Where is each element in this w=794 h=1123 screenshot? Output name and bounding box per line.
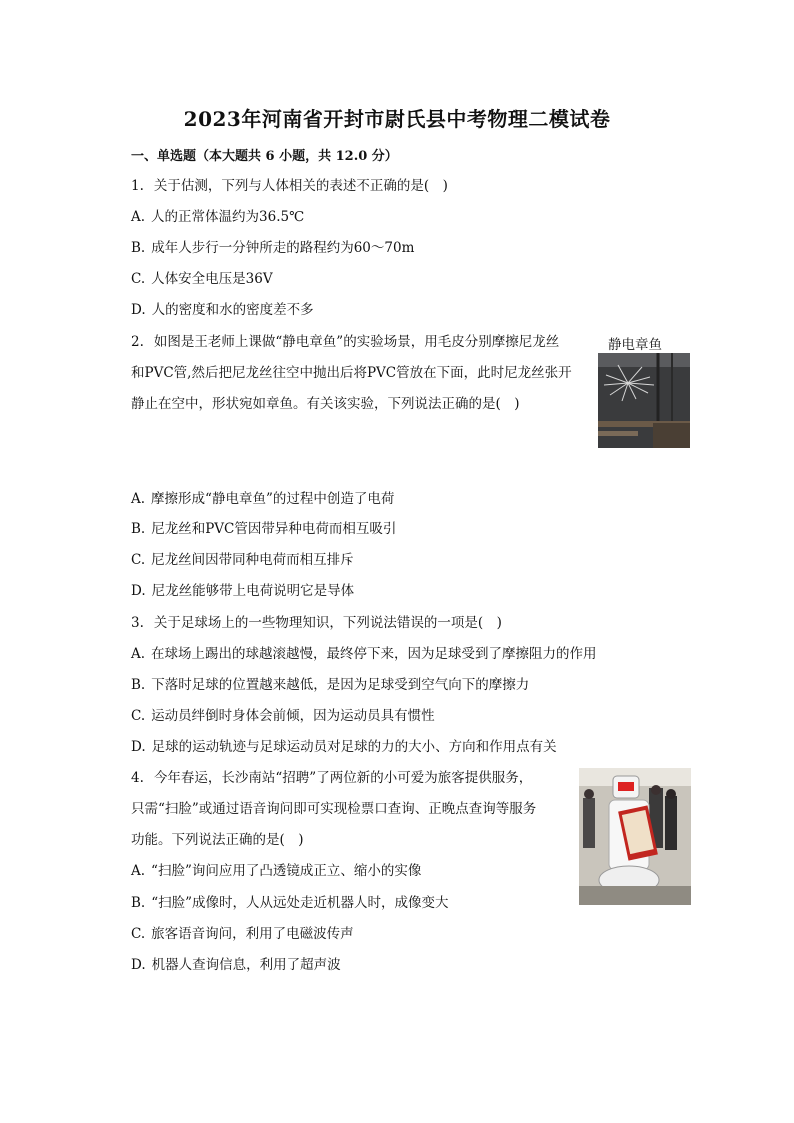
option-letter: B. [131,521,146,537]
option-letter: B. [131,240,146,256]
question-4-stem-line-3: 功能。下列说法正确的是( ) [131,832,304,848]
option-text: 旅客语音询问，利用了电磁波传声 [151,926,354,942]
option-text: 在球场上踢出的球越滚越慢，最终停下来，因为足球受到了摩擦阻力的作用 [151,646,597,662]
question-text: 关于足球场上的一些物理知识，下列说法错误的一项是( ) [153,615,502,631]
question-2-option-a [131,490,394,508]
question-number: 4. [131,770,144,786]
question-1-option-c [131,270,273,288]
question-3-stem [131,614,502,632]
option-letter: D. [131,957,146,973]
option-text: 人体安全电压是36V [151,271,273,287]
option-text: 尼龙丝间因带同种电荷而相互排斥 [151,552,354,568]
question-2-option-b [131,520,396,538]
option-text: 下落时足球的位置越来越低，是因为足球受到空气向下的摩擦力 [151,677,530,693]
option-letter: D. [131,583,146,599]
option-text: 尼龙丝和PVC管因带异种电荷而相互吸引 [151,521,397,537]
question-4-option-a [131,862,421,880]
question-4-option-c [131,925,354,943]
question-4-stem-line-2: 只需“扫脸”或通过语音询问即可实现检票口查询、正晚点查询等服务 [131,801,537,817]
option-text: “扫脸”询问应用了凸透镜成正立、缩小的实像 [151,863,422,879]
option-letter: B. [131,895,146,911]
question-1-option-b [131,239,414,257]
question-text: 关于估测，下列与人体相关的表述不正确的是( ) [153,178,448,194]
question-1-option-d [131,301,314,319]
robot-illustration [579,768,691,905]
option-letter: C. [131,552,146,568]
option-letter: D. [131,302,146,318]
option-text: 运动员绊倒时身体会前倾，因为运动员具有惯性 [151,708,435,724]
option-text: 机器人查询信息，利用了超声波 [151,957,341,973]
question-number: 1. [131,178,144,194]
option-text: 人的正常体温约为36.5℃ [151,209,305,225]
option-letter: C. [131,708,146,724]
question-1-option-a [131,208,304,226]
question-4-option-d [131,956,341,974]
option-text: 足球的运动轨迹与足球运动员对足球的力的大小、方向和作用点有关 [151,739,557,755]
static-octopus-illustration [598,353,690,448]
question-1-stem [131,177,448,195]
question-number: 3. [131,615,144,631]
figure-caption: 静电章鱼 [608,337,662,353]
option-text: “扫脸”成像时，人从远处走近机器人时，成像变大 [151,895,449,911]
page-title: 2023年河南省开封市尉氏县中考物理二模试卷 [183,107,611,131]
question-number: 2. [131,334,144,350]
question-3-option-c [131,707,435,725]
static-octopus-photo [598,353,690,448]
question-4-stem-line-1 [131,769,532,787]
option-letter: B. [131,677,146,693]
option-letter: A. [131,491,146,507]
question-2-option-c [131,551,354,569]
section-heading: 一、单选题（本大题共 6 小题，共 12.0 分） [131,149,398,164]
question-3-option-d [131,738,557,756]
option-text: 人的密度和水的密度差不多 [151,302,314,318]
option-letter: C. [131,271,146,287]
option-letter: A. [131,209,146,225]
question-2-stem-line-3: 静止在空中，形状宛如章鱼。有关该实验，下列说法正确的是( ) [131,396,520,412]
option-letter: A. [131,863,146,879]
question-text: 今年春运，长沙南站“招聘”了两位新的小可爱为旅客提供服务， [153,770,533,786]
question-2-option-d [131,582,354,600]
question-2-stem-line-1 [131,333,559,351]
option-text: 尼龙丝能够带上电荷说明它是导体 [151,583,355,599]
option-letter: D. [131,739,146,755]
question-2-stem-line-2: 和PVC管,然后把尼龙丝往空中抛出后将PVC管放在下面，此时尼龙丝张开 [131,365,572,381]
option-text: 摩擦形成“静电章鱼”的过程中创造了电荷 [151,491,395,507]
question-4-option-b [131,894,449,912]
option-letter: A. [131,646,146,662]
question-3-option-b [131,676,529,694]
question-text: 如图是王老师上课做“静电章鱼”的实验场景，用毛皮分别摩擦尼龙丝 [153,334,560,350]
option-text: 成年人步行一分钟所走的路程约为60～70m [151,240,415,256]
station-robot-photo [579,768,691,905]
option-letter: C. [131,926,146,942]
question-3-option-a [131,645,597,663]
